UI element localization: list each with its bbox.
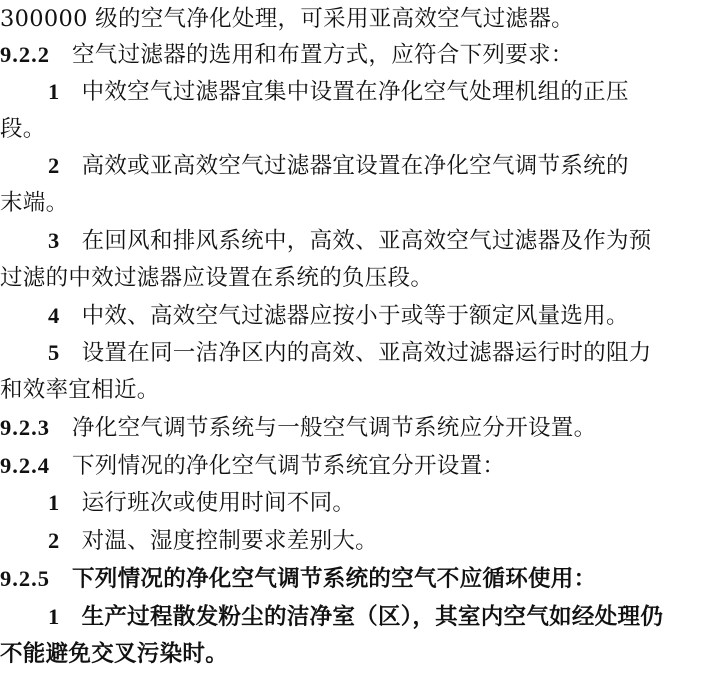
clause-9-2-5 — [0, 560, 596, 598]
item-text: 中效空气过滤器宜集中设置在净化空气处理机组的正压 — [81, 79, 629, 105]
clause-number: 9.2.3 — [0, 415, 50, 440]
line-text: 不能避免交叉污染时。 — [0, 641, 229, 667]
item-text: 运行班次或使用时间不同。 — [81, 490, 356, 516]
item-9-2-4-2 — [48, 522, 378, 560]
item-number: 2 — [48, 153, 60, 178]
line-text: 末端。 — [0, 190, 69, 216]
clause-text: 空气过滤器的选用和布置方式，应符合下列要求： — [72, 42, 574, 68]
item-9-2-4-1 — [48, 484, 355, 522]
line-text: 过滤的中效过滤器应设置在系统的负压段。 — [0, 265, 434, 291]
continuation-line-300000 — [0, 0, 574, 38]
clause-9-2-3 — [0, 409, 596, 447]
line-text: 300000 级的空气净化处理，可采用亚高效空气过滤器。 — [0, 6, 574, 32]
clause-text: 下列情况的净化空气调节系统的空气不应循环使用： — [72, 566, 597, 592]
item-number: 1 — [48, 490, 60, 515]
item-number: 5 — [48, 340, 60, 365]
item-number: 2 — [48, 528, 60, 553]
clause-number: 9.2.5 — [0, 566, 50, 591]
clause-number: 9.2.4 — [0, 453, 50, 478]
item-continuation — [0, 110, 46, 148]
item-9-2-2-5 — [48, 334, 652, 372]
item-number: 4 — [48, 303, 60, 328]
item-text: 在回风和排风系统中，高效、亚高效空气过滤器及作为预 — [81, 228, 652, 254]
item-9-2-2-4 — [48, 297, 629, 335]
item-continuation — [0, 259, 433, 297]
item-continuation — [0, 184, 68, 222]
item-number: 1 — [48, 79, 60, 104]
item-continuation — [0, 371, 160, 409]
item-9-2-5-1 — [48, 598, 663, 636]
item-text: 设置在同一洁净区内的高效、亚高效过滤器运行时的阻力 — [81, 340, 652, 366]
clause-number: 9.2.2 — [0, 42, 50, 67]
clause-text: 净化空气调节系统与一般空气调节系统应分开设置。 — [72, 415, 597, 441]
line-text: 和效率宜相近。 — [0, 377, 160, 403]
item-text: 高效或亚高效空气过滤器宜设置在净化空气调节系统的 — [81, 153, 629, 179]
item-text: 对温、湿度控制要求差别大。 — [81, 528, 378, 554]
clause-9-2-4 — [0, 447, 505, 485]
item-9-2-2-2 — [48, 147, 629, 185]
clause-9-2-2 — [0, 36, 574, 74]
item-text: 中效、高效空气过滤器应按小于或等于额定风量选用。 — [81, 303, 629, 329]
item-text: 生产过程散发粉尘的洁净室（区），其室内空气如经处理仍 — [81, 604, 664, 630]
line-text: 段。 — [0, 116, 46, 142]
item-number: 1 — [48, 604, 60, 629]
item-9-2-2-3 — [48, 222, 652, 260]
item-continuation — [0, 635, 228, 673]
item-9-2-2-1 — [48, 73, 629, 111]
item-number: 3 — [48, 228, 60, 253]
clause-text: 下列情况的净化空气调节系统宜分开设置： — [72, 453, 506, 479]
